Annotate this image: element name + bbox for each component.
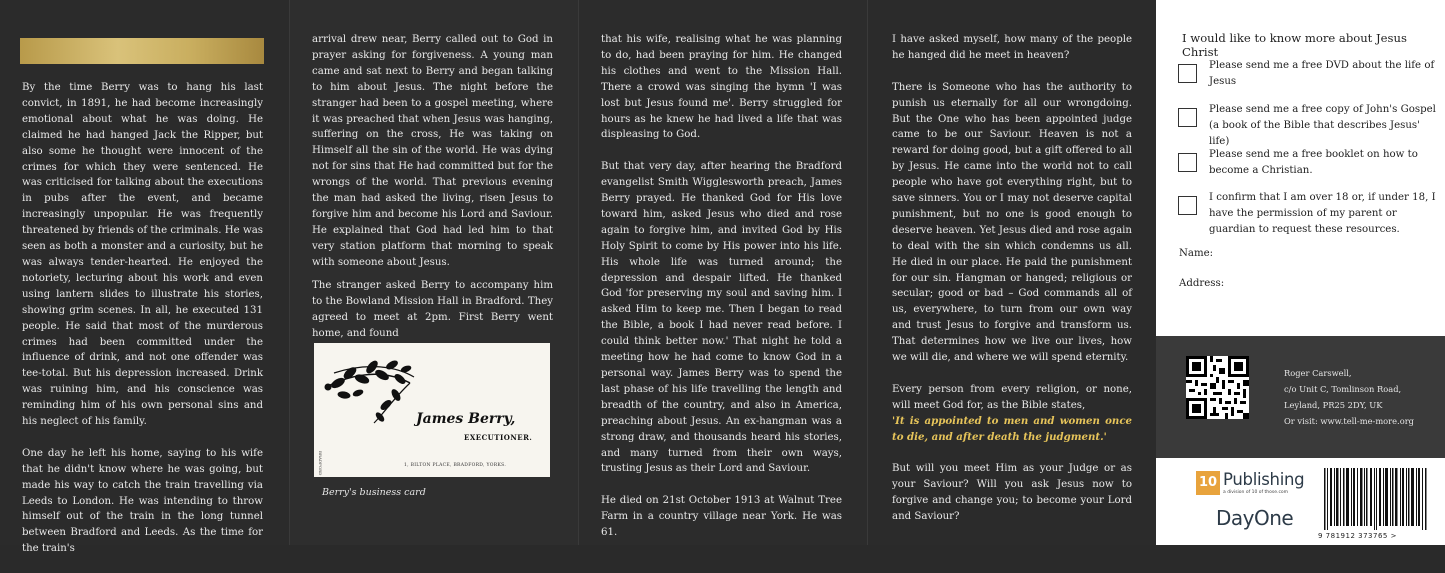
dayone-logo: DayOne (1216, 506, 1294, 530)
barcode-icon (1322, 468, 1430, 530)
qr-code-icon[interactable] (1186, 356, 1249, 419)
gold-ribbon (20, 38, 264, 64)
contact-line: c/o Unit C, Tomlinson Road, (1284, 384, 1402, 394)
paragraph: There is Someone who has the authority to punish us eternally for all our wrongdoing. But the One who has been appointed judge came to be our Saviour. Heaven is not a reward for doing good, but a gift offered to all by Jesus. He came into the world not to call people who have got everything right, but to save sinners. You or I may not deserve capital punishment, but no one is good enough to deserve heaven. Yet Jesus died and rose again to deal with the sin which condemns us all. He died in our place. He paid the punishment for our sin. Hangman or hanged; religious or secular; good or bad – God commands all of us, everywhere, to turn from our own way and trust Jesus to forgive and transform us. That determines how we live our lives, how we will die, and where we will spend eternity. (892, 81, 1132, 364)
panel-3 (578, 0, 867, 545)
panel-3-text (601, 32, 842, 557)
paragraph: But that very day, after hearing the Bradford evangelist Smith Wigglesworth preach, James Berry prayed. He thanked God for His love toward him, asked Jesus who died and rose again to forgive him, and invited God by His Holy Spirit to come by His power into his life. His whole life was turned around; the depression and despair lifted. He thanked God 'for preserving my soul and saving him. I asked Him to keep me. Then I began to read the Bible, a book I had never read before. I could think better now.' That night he told a meeting how he had come to know God in a personal way. James Berry was to spend the last phase of his life travelling the length and breadth of the country, and also in America, preaching about Jesus. An ex-hangman was a strong draw, and thousands heard his stories, and many turned from their own ways, trusting Jesus as their Lord and Saviour. (601, 161, 842, 475)
image-caption: Berry's business card (322, 487, 426, 498)
publishing-logo-text: Publishing (1223, 470, 1305, 489)
publishing-logo-subtext: a division of 10 of those.com (1223, 490, 1289, 495)
paragraph: that his wife, realising what he was planning to do, had been praying for him. He changed his clothes and went to the Mission Hall. There a crowd was singing the hymn 'I was lost but Jesus found me'. Berry struggled for hours as he knew he had lived a life that was displeasing to God. (601, 34, 842, 141)
contact-line: Leyland, PR25 2DY, UK (1284, 400, 1383, 410)
contact-line: Roger Carswell, (1284, 368, 1352, 378)
panel-2-text-top (312, 32, 553, 286)
card-name: James Berry, (416, 411, 516, 427)
consent-checkbox[interactable] (1178, 196, 1197, 215)
gospel-checkbox[interactable] (1178, 108, 1197, 127)
consent-option-label: I confirm that I am over 18 or, if under 18, I have the permission of my parent or guardian to request these resources. (1209, 192, 1436, 235)
website-link[interactable]: Or visit: www.tell-me-more.org (1284, 416, 1414, 426)
panel-4 (867, 0, 1156, 545)
panel-1 (0, 0, 289, 555)
form-title: I would like to know more about Jesus Christ (1182, 31, 1407, 59)
response-form-panel (1156, 0, 1445, 545)
dvd-checkbox[interactable] (1178, 64, 1197, 83)
paragraph-text: Every person from every religion, or none, will meet God for, as the Bible states, (892, 383, 1132, 411)
card-side-text: BRADFORD (318, 451, 323, 476)
paragraph: But will you meet Him as your Judge or as your Saviour? Will you ask Jesus now to forgive and change you; to become your Lord and Saviour? (892, 463, 1132, 523)
business-card-image (314, 343, 550, 477)
floral-ornament-icon (314, 343, 550, 477)
isbn-number: 9 781912 373765 > (1318, 532, 1397, 540)
panel-4-text (892, 32, 1132, 541)
name-field-label: Name: (1179, 248, 1214, 259)
paragraph (892, 382, 1132, 414)
paragraph: By the time Berry was to hang his last convict, in 1891, he had become increasingly emotional about what he was doing. He claimed he had hanged Jack the Ripper, but also some he thought were innocent of the crimes for which they were sentenced. He was criticised for talking about the executions in pubs after the event, and became increasingly unpopular. He was frequently threatened by friends of the criminals. He was seen as both a monster and a curiosity, but he was always tender-hearted. He enjoyed the notoriety, lecturing about his work and even using lantern slides to illustrate his stories, showing grim scenes. In all, he executed 131 people. He said that most of the murderous crimes had been committed under the influence of drink, and not one offender was tee-total. But his depression increased. Drink was ruining him, and his conscience was reminding him of his own personal sins and his neglect of his family. (22, 82, 263, 428)
paragraph: One day he left his home, saying to his wife that he didn't know where he was going, but made his way to catch the train travelling via Leeds to London. He was intending to throw himself out of the train in the long tunnel between Bradford and Leeds. As the time for the train's (22, 447, 263, 555)
paragraph: I have asked myself, how many of the people he hanged did he meet in heaven? (892, 34, 1132, 61)
publisher-logos (1156, 458, 1445, 545)
paragraph: arrival drew near, Berry called out to God in prayer asking for forgiveness. A young man came and sat next to Berry and began talking to him about Jesus. The night before the stranger had been to a gospel meeting, where it was preached that when Jesus was hanging, suffering on the cross, He was taking on Himself all the sin of the world. He was dying not for sins that He had committed but for the wrongs of the world. That previous evening the man had asked the living, risen Jesus to forgive him and become his Lord and Saviour. He explained that God had led him to that very station platform that morning to speak with someone about Jesus. (312, 34, 553, 268)
contact-address (1284, 365, 1414, 429)
card-address: 1, BILTON PLACE, BRADFORD, YORKS. (404, 463, 507, 468)
10-publishing-logo-icon: 10 (1196, 471, 1220, 495)
panel-2 (289, 0, 578, 545)
dvd-option-label: Please send me a free DVD about the life of Jesus (1209, 60, 1435, 87)
panel-1-text (22, 80, 263, 573)
booklet-option-label: Please send me a free booklet on how to become a Christian. (1209, 149, 1418, 176)
card-role: EXECUTIONER. (464, 433, 533, 442)
address-field-label: Address: (1179, 278, 1225, 289)
paragraph: The stranger asked Berry to accompany him to the Bowland Mission Hall in Bradford. They agreed to meet at 2pm. First Berry went home, and found (312, 280, 553, 339)
contact-block (1156, 336, 1445, 458)
gospel-option-label: Please send me a free copy of John's Gospel (a book of the Bible that describes Jesus' life) (1209, 104, 1436, 147)
bible-quote: 'It is appointed to men and women once to die, and after death the judgment.' (892, 414, 1132, 443)
booklet-checkbox[interactable] (1178, 153, 1197, 172)
paragraph: He died on 21st October 1913 at Walnut Tree Farm in a country village near York. He was 61. (601, 495, 842, 539)
